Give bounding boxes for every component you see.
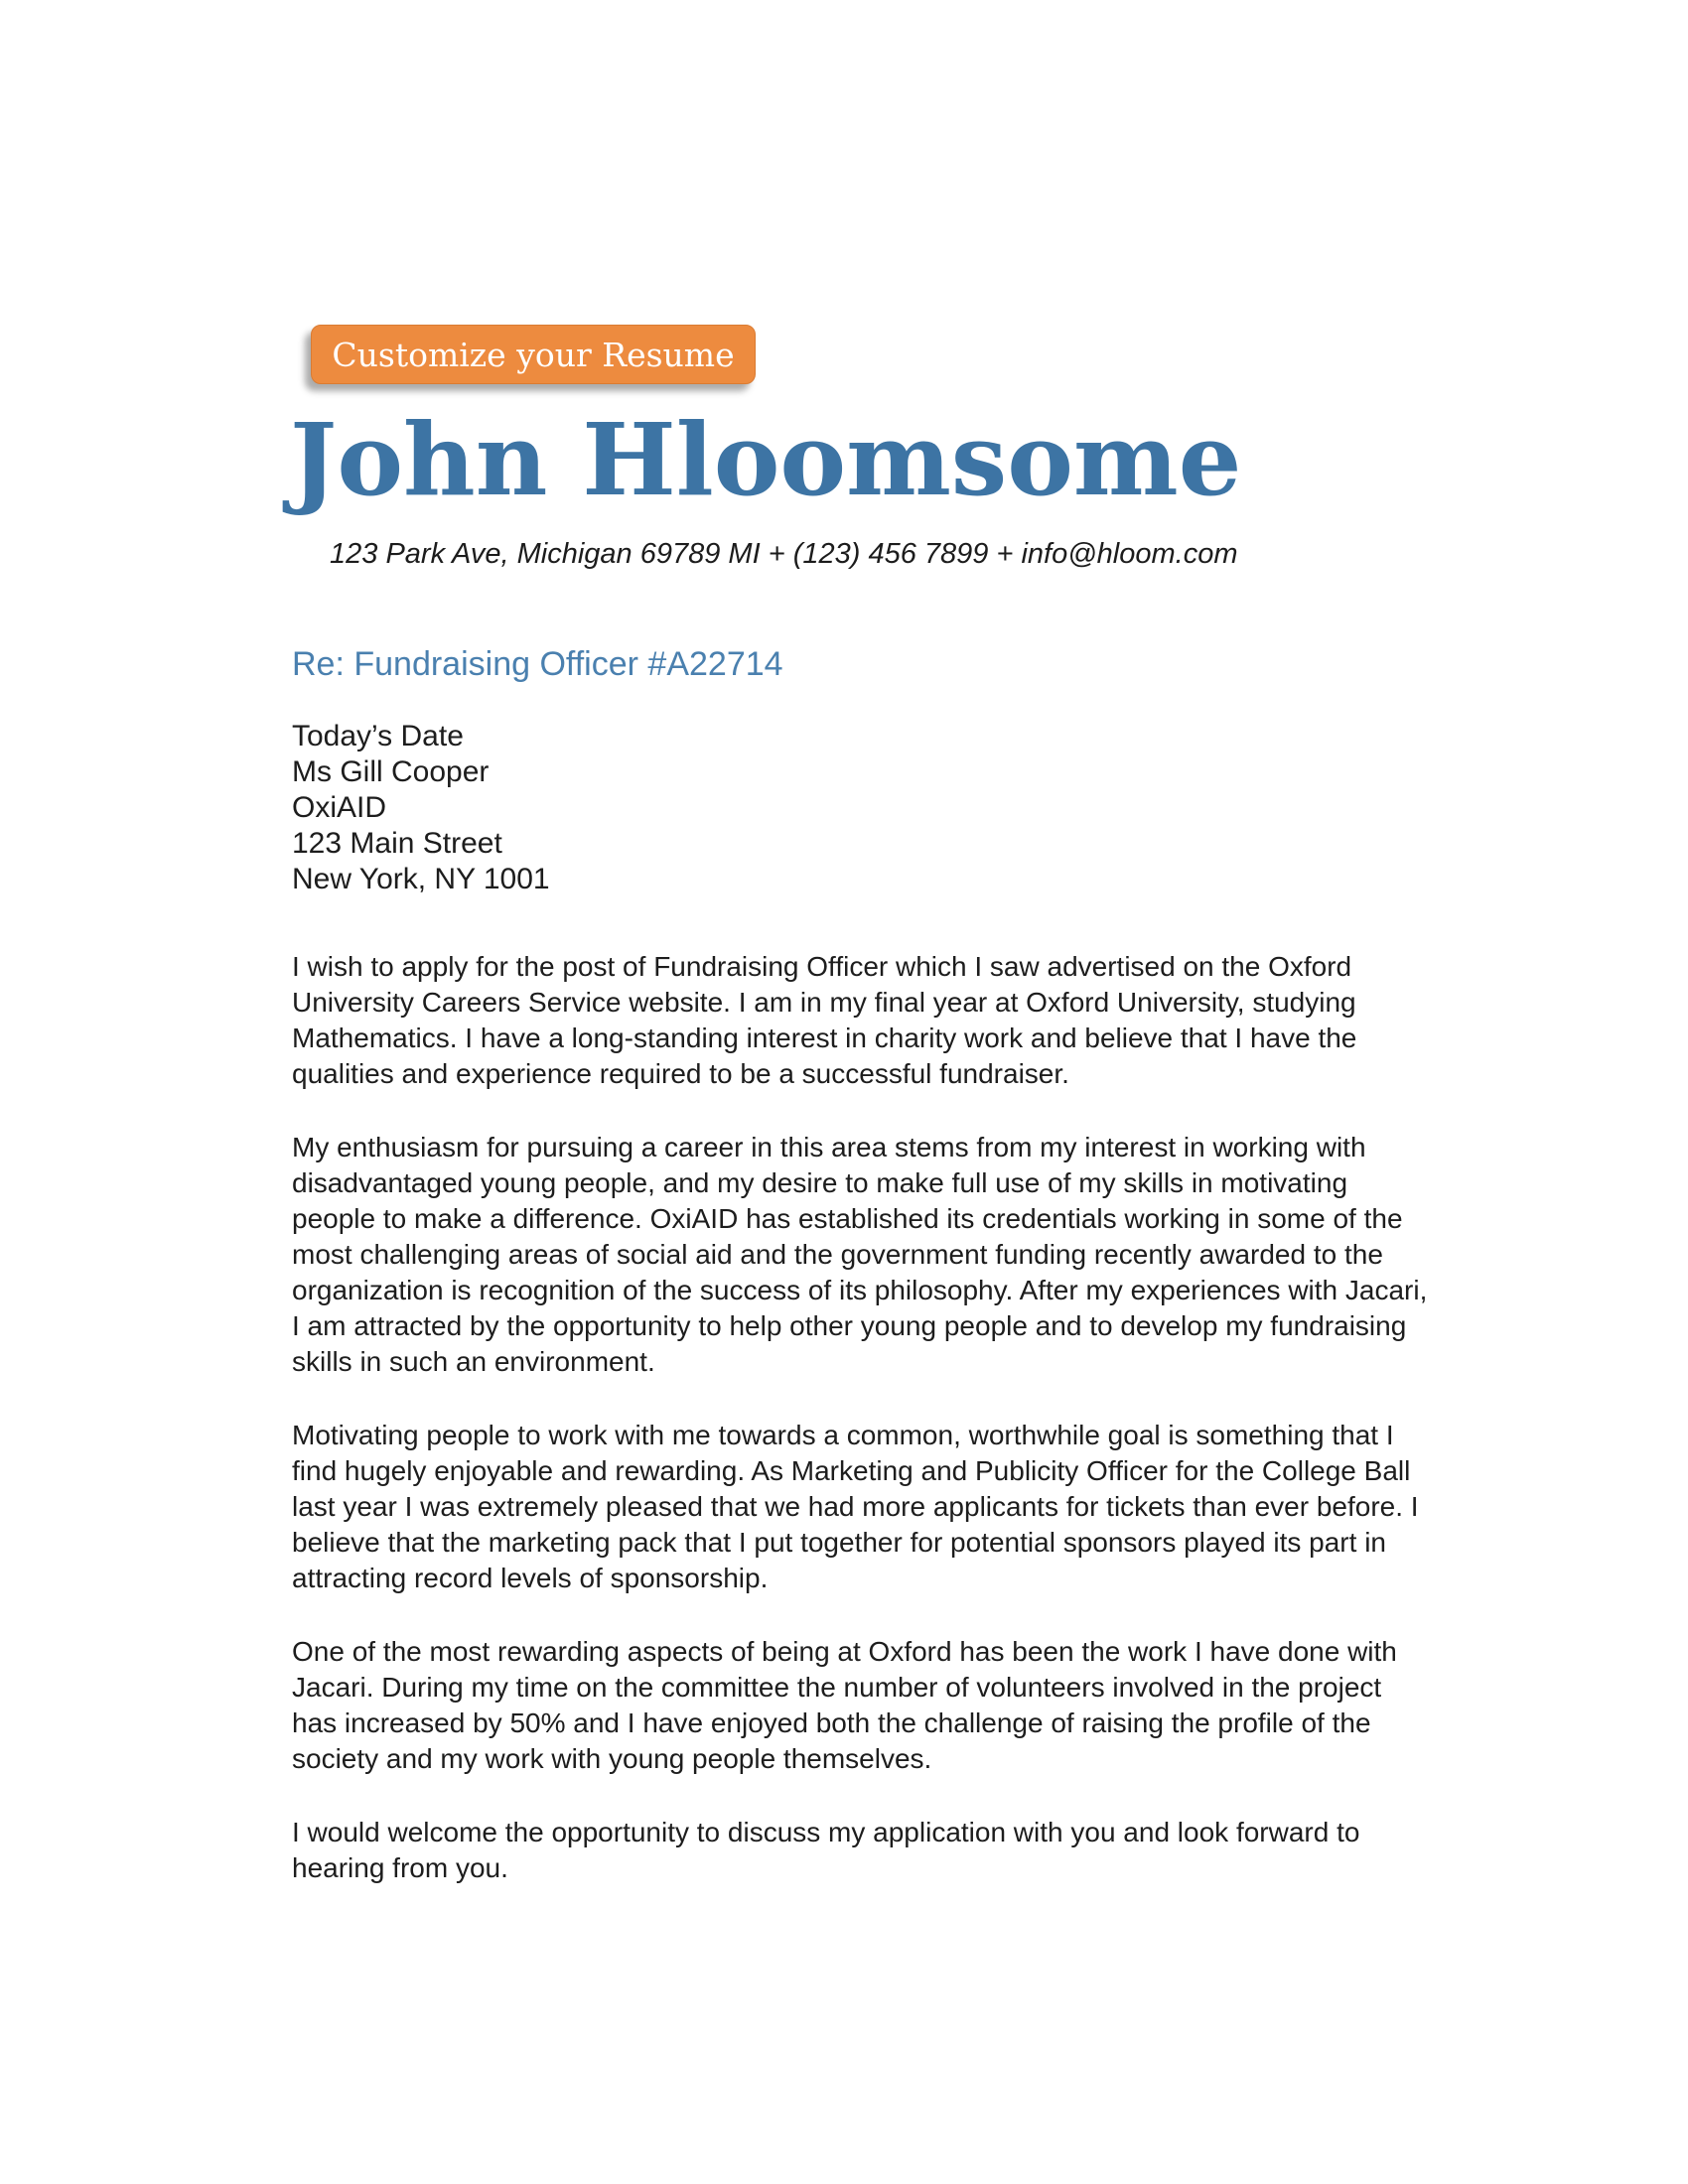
paragraph-4: One of the most rewarding aspects of being at Oxford has been the work I have done with Jacari. During my time on the committee the number of volunteers involved in the project has increased by 50% and I have enjoyed both the challenge of raising the profile of the society and my work with young people themselves.: [292, 1636, 1397, 1774]
paragraph-1: I wish to apply for the post of Fundraising Officer which I saw advertised on the Oxford University Careers Service website. I am in my final year at Oxford University, studying Mathematics. I have a long-standing interest in charity work and believe that I have the qualities and experience required to be a successful fundraiser.: [292, 951, 1357, 1089]
recipient-line-city: New York, NY 1001: [292, 863, 550, 895]
recipient-line-organization: OxiAID: [292, 791, 387, 824]
contact-line: 123 Park Ave, Michigan 69789 MI + (123) 456 7899 + info@hloom.com: [330, 538, 1238, 570]
recipient-block: [292, 719, 550, 897]
customize-resume-button[interactable]: Customize your Resume: [311, 325, 756, 384]
letter-body: [292, 949, 1434, 1924]
paragraph-3: Motivating people to work with me towards a common, worthwhile goal is something that I find hugely enjoyable and rewarding. As Marketing and Publicity Officer for the College Ball last year I was extremely pleased that we had more applicants for tickets than ever before. I believe that the marketing pack that I put together for potential sponsors played its part in attracting record levels of sponsorship.: [292, 1420, 1419, 1593]
recipient-line-date: Today’s Date: [292, 720, 464, 752]
recipient-line-name: Ms Gill Cooper: [292, 755, 490, 788]
subject-line: Re: Fundraising Officer #A22714: [292, 645, 783, 683]
applicant-name: John Hloomsome: [290, 401, 1242, 518]
paragraph-2: My enthusiasm for pursuing a career in this area stems from my interest in working with disadvantaged young people, and my desire to make full use of my skills in motivating people to make a difference. OxiAID has established its credentials working in some of the most challenging areas of social aid and the government funding recently awarded to the organization is recognition of the success of its philosophy. After my experiences with Jacari, I am attracted by the opportunity to help other young people and to develop my fundraising skills in such an environment.: [292, 1132, 1428, 1377]
paragraph-5: I would welcome the opportunity to discuss my application with you and look forward to hearing from you.: [292, 1817, 1360, 1883]
recipient-line-street: 123 Main Street: [292, 827, 502, 860]
